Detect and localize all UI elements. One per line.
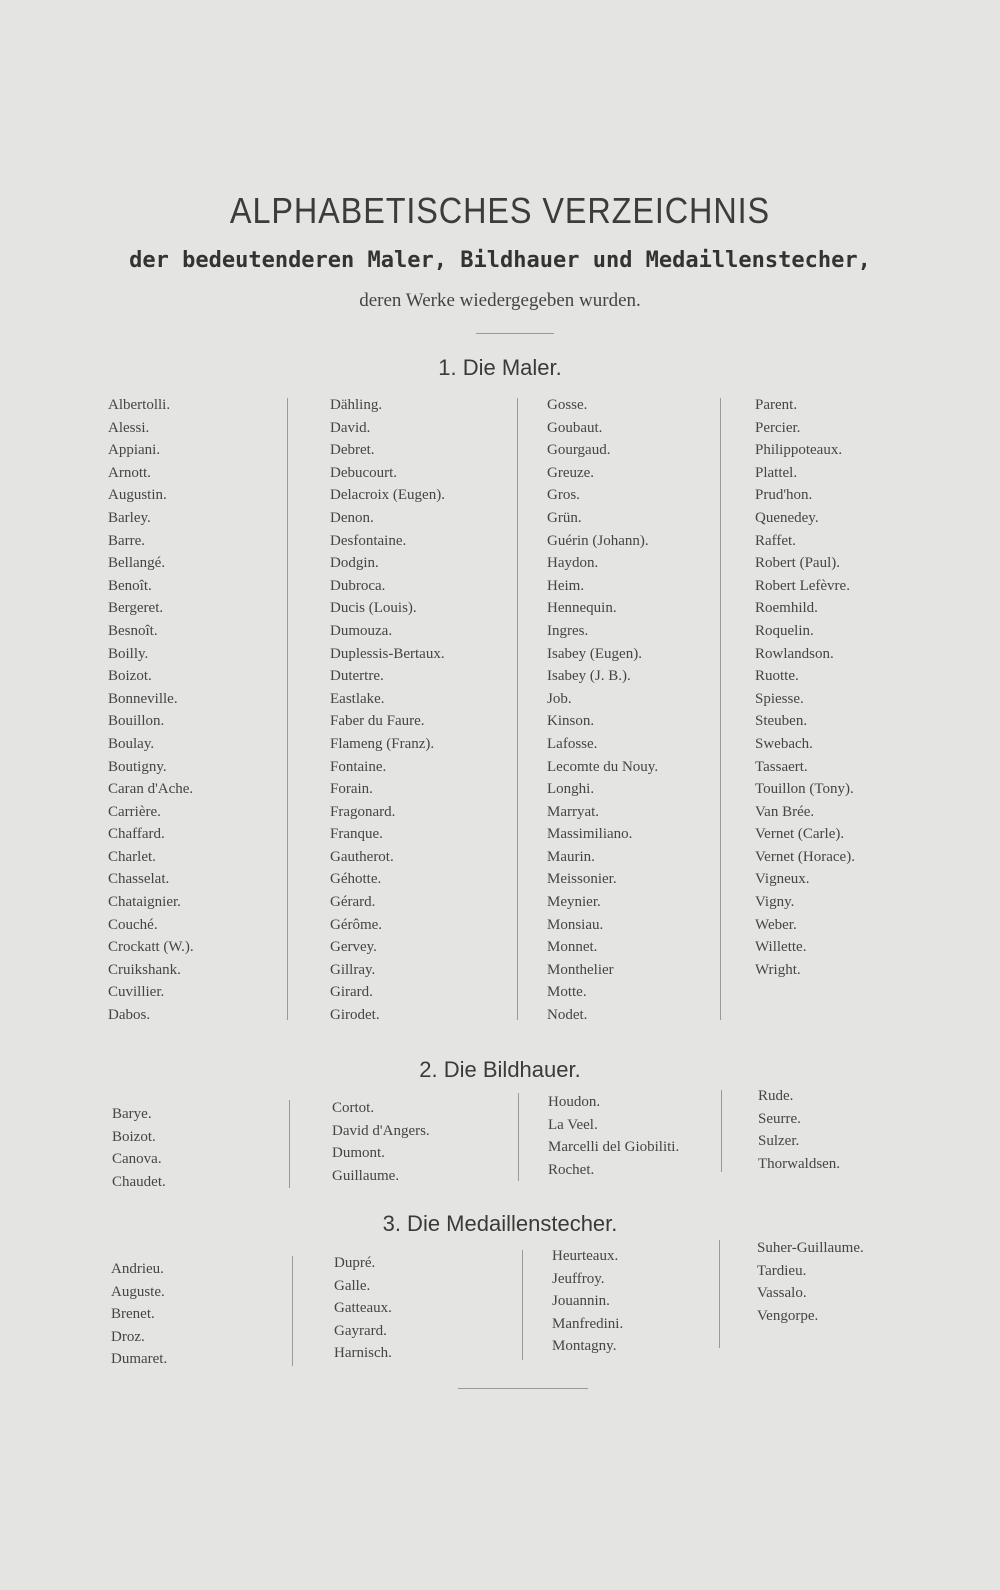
list-item: Chasselat.	[108, 871, 170, 888]
list-item: Cuvillier.	[108, 984, 165, 1001]
list-item: Heim.	[547, 577, 585, 594]
list-item: Willette.	[755, 939, 807, 956]
list-item: Dodgin.	[330, 555, 379, 572]
page-subtitle-secondary: deren Werke wiedergegeben wurden.	[359, 290, 641, 311]
list-item: Plattel.	[755, 464, 798, 481]
list-item: Fragonard.	[330, 803, 396, 820]
section-heading-medaillenstecher: 3. Die Medaillenstecher.	[382, 1211, 618, 1236]
list-item: Marcelli del Giobiliti.	[548, 1139, 680, 1156]
list-item: Boizot.	[112, 1128, 156, 1145]
list-item: Brenet.	[111, 1306, 155, 1323]
page-subtitle: der bedeutenderen Maler, Bildhauer und Medaillenstecher,	[129, 248, 871, 273]
list-item: Forain.	[330, 781, 373, 798]
list-item: Philippoteaux.	[755, 442, 843, 459]
list-item: Chaffard.	[108, 826, 165, 843]
list-item: Lecomte du Nouy.	[547, 758, 659, 775]
list-item: Robert (Paul).	[755, 555, 840, 572]
list-item: Girodet.	[330, 1007, 380, 1024]
list-item: Vernet (Carle).	[755, 826, 845, 843]
list-item: Monthelier	[547, 961, 614, 978]
list-item: Jeuffroy.	[552, 1270, 605, 1287]
list-item: Albertolli.	[108, 397, 171, 413]
list-item: Gayrard.	[334, 1322, 387, 1339]
list-item: Fontaine.	[330, 758, 387, 775]
list-item: Wright.	[755, 961, 801, 978]
column-divider	[518, 1093, 519, 1181]
list-item: Franque.	[330, 826, 383, 843]
list-item: Droz.	[111, 1328, 145, 1345]
list-item: Weber.	[755, 916, 797, 933]
list-item: Caran d'Ache.	[108, 781, 194, 798]
list-item: Manfredini.	[552, 1315, 624, 1332]
list-item: Motte.	[547, 984, 587, 1001]
maler-column-2	[330, 394, 445, 1027]
list-item: Harnisch.	[334, 1345, 392, 1362]
maler-column-4	[755, 394, 855, 981]
list-item: Isabey (Eugen).	[547, 645, 642, 662]
list-item: Longhi.	[547, 781, 595, 798]
list-item: Gérôme.	[330, 916, 383, 933]
list-item: Job.	[547, 690, 572, 707]
list-item: Duplessis-Bertaux.	[330, 645, 445, 662]
list-item: Dumont.	[332, 1145, 385, 1162]
list-item: Vigny.	[755, 894, 795, 911]
column-divider	[522, 1250, 523, 1360]
column-divider	[720, 398, 721, 1020]
list-item: Parent.	[755, 397, 798, 413]
list-item: Haydon.	[547, 555, 599, 572]
list-item: Dabos.	[108, 1007, 151, 1024]
list-item: Greuze.	[547, 464, 595, 481]
bildhauer-column-4	[758, 1085, 840, 1175]
list-item: Debucourt.	[330, 464, 398, 481]
list-item: David d'Angers.	[332, 1122, 430, 1139]
list-item: Bergeret.	[108, 600, 164, 617]
list-item: Grün.	[547, 509, 582, 526]
list-item: Meynier.	[547, 894, 601, 911]
list-item: Tassaert.	[755, 758, 808, 775]
list-item: Hennequin.	[547, 600, 617, 617]
list-item: Flameng (Franz).	[330, 735, 435, 752]
list-item: Barre.	[108, 532, 146, 549]
list-item: Canova.	[112, 1151, 162, 1168]
list-item: Augustin.	[108, 487, 167, 504]
list-item: Andrieu.	[111, 1261, 164, 1277]
list-item: Dumouza.	[330, 622, 393, 639]
list-item: Gillray.	[330, 961, 376, 978]
list-item: Vernet (Horace).	[755, 848, 855, 865]
maler-column-3	[547, 394, 658, 1027]
list-item: Steuben.	[755, 713, 808, 730]
list-item: Goubaut.	[547, 419, 603, 436]
list-item: Kinson.	[547, 713, 595, 730]
list-item: Arnott.	[108, 464, 151, 481]
list-item: Gourgaud.	[547, 442, 611, 459]
list-item: Gervey.	[330, 939, 377, 956]
list-item: Montagny.	[552, 1338, 617, 1355]
list-item: Chaudet.	[112, 1173, 166, 1190]
list-item: Prud'hon.	[755, 487, 813, 504]
list-item: Eastlake.	[330, 690, 385, 707]
list-item: Vassalo.	[757, 1285, 807, 1302]
column-divider	[292, 1256, 293, 1366]
list-item: Vigneux.	[755, 871, 810, 888]
medaillenstecher-column-2	[334, 1252, 392, 1365]
list-item: Delacroix (Eugen).	[330, 487, 445, 504]
list-item: Auguste.	[111, 1283, 165, 1300]
list-item: Robert Lefèvre.	[755, 577, 850, 594]
list-item: Boizot.	[108, 668, 152, 685]
list-item: Barye.	[112, 1106, 152, 1122]
list-item: Meissonier.	[547, 871, 617, 888]
list-item: David.	[330, 419, 371, 436]
list-item: Thorwaldsen.	[758, 1155, 841, 1172]
list-item: Houdon.	[548, 1094, 601, 1110]
list-item: Rochet.	[548, 1161, 595, 1178]
medaillenstecher-column-4	[757, 1237, 864, 1327]
list-item: Alessi.	[108, 419, 150, 436]
column-divider	[721, 1090, 722, 1172]
list-item: Cortot.	[332, 1100, 375, 1116]
list-item: Swebach.	[755, 735, 813, 752]
list-item: Denon.	[330, 509, 374, 526]
list-item: Bonneville.	[108, 690, 178, 707]
list-item: Monsiau.	[547, 916, 604, 933]
list-item: Desfontaine.	[330, 532, 407, 549]
list-item: Heurteaux.	[552, 1248, 619, 1264]
list-item: Galle.	[334, 1277, 371, 1294]
list-item: Seurre.	[758, 1110, 801, 1127]
list-item: Nodet.	[547, 1007, 588, 1024]
list-item: Spiesse.	[755, 690, 804, 707]
list-item: Debret.	[330, 442, 375, 459]
column-divider	[517, 398, 518, 1020]
list-item: Gautherot.	[330, 848, 394, 865]
section-heading-maler: 1. Die Maler.	[438, 355, 562, 380]
list-item: Dähling.	[330, 397, 383, 413]
list-item: Boulay.	[108, 735, 155, 752]
list-item: Faber du Faure.	[330, 713, 425, 730]
bildhauer-column-3	[548, 1091, 679, 1181]
list-item: Roemhild.	[755, 600, 818, 617]
list-item: Roquelin.	[755, 622, 814, 639]
column-divider	[719, 1240, 720, 1348]
bildhauer-column-2	[332, 1097, 430, 1187]
title-rule	[476, 333, 554, 334]
page-title: ALPHABETISCHES VERZEICHNIS	[229, 190, 771, 231]
list-item: Rowlandson.	[755, 645, 834, 662]
list-item: Boilly.	[108, 645, 149, 662]
list-item: Ducis (Louis).	[330, 600, 417, 617]
bottom-rule	[458, 1388, 588, 1389]
column-divider	[289, 1100, 290, 1188]
section-heading-bildhauer: 2. Die Bildhauer.	[419, 1057, 581, 1082]
list-item: Besnoît.	[108, 622, 158, 639]
list-item: Jouannin.	[552, 1293, 610, 1310]
list-item: Lafosse.	[547, 735, 598, 752]
list-item: Quenedey.	[755, 509, 819, 526]
list-item: Monnet.	[547, 939, 598, 956]
list-item: Dubroca.	[330, 577, 386, 594]
list-item: Carrière.	[108, 803, 161, 820]
list-item: Bellangé.	[108, 555, 166, 572]
column-divider	[287, 398, 288, 1020]
list-item: Guérin (Johann).	[547, 532, 649, 549]
list-item: Van Brée.	[755, 803, 815, 820]
list-item: Cruikshank.	[108, 961, 181, 978]
list-item: Couché.	[108, 916, 158, 933]
list-item: Crockatt (W.).	[108, 939, 194, 956]
list-item: Guillaume.	[332, 1167, 400, 1184]
list-item: Marryat.	[547, 803, 600, 820]
list-item: Tardieu.	[757, 1262, 807, 1279]
list-item: Géhotte.	[330, 871, 382, 888]
maler-column-1	[108, 394, 194, 1027]
list-item: Benoît.	[108, 577, 152, 594]
list-item: Ruotte.	[755, 668, 799, 685]
list-item: Ingres.	[547, 622, 589, 639]
list-item: Dumaret.	[111, 1351, 168, 1368]
list-item: Sulzer.	[758, 1133, 800, 1150]
list-item: Vengorpe.	[757, 1307, 819, 1324]
list-item: Percier.	[755, 419, 801, 436]
list-item: Raffet.	[755, 532, 796, 549]
list-item: Boutigny.	[108, 758, 167, 775]
list-item: Barley.	[108, 509, 151, 526]
list-item: Dupré.	[334, 1255, 376, 1271]
list-item: Massimiliano.	[547, 826, 633, 843]
list-item: Gatteaux.	[334, 1300, 392, 1317]
list-item: Rude.	[758, 1088, 794, 1104]
list-item: Isabey (J. B.).	[547, 668, 631, 685]
list-item: Dutertre.	[330, 668, 384, 685]
list-item: Gosse.	[547, 397, 588, 413]
list-item: Gros.	[547, 487, 580, 504]
list-item: Girard.	[330, 984, 373, 1001]
list-item: Appiani.	[108, 442, 161, 459]
bildhauer-column-1	[112, 1103, 166, 1193]
list-item: Charlet.	[108, 848, 156, 865]
list-item: Touillon (Tony).	[755, 781, 854, 798]
medaillenstecher-column-1	[111, 1258, 167, 1371]
list-item: Maurin.	[547, 848, 595, 865]
list-item: Suher-Guillaume.	[757, 1240, 864, 1256]
list-item: La Veel.	[548, 1116, 598, 1133]
list-item: Bouillon.	[108, 713, 165, 730]
list-item: Gérard.	[330, 894, 376, 911]
list-item: Chataignier.	[108, 894, 181, 911]
medaillenstecher-column-3	[552, 1245, 623, 1358]
